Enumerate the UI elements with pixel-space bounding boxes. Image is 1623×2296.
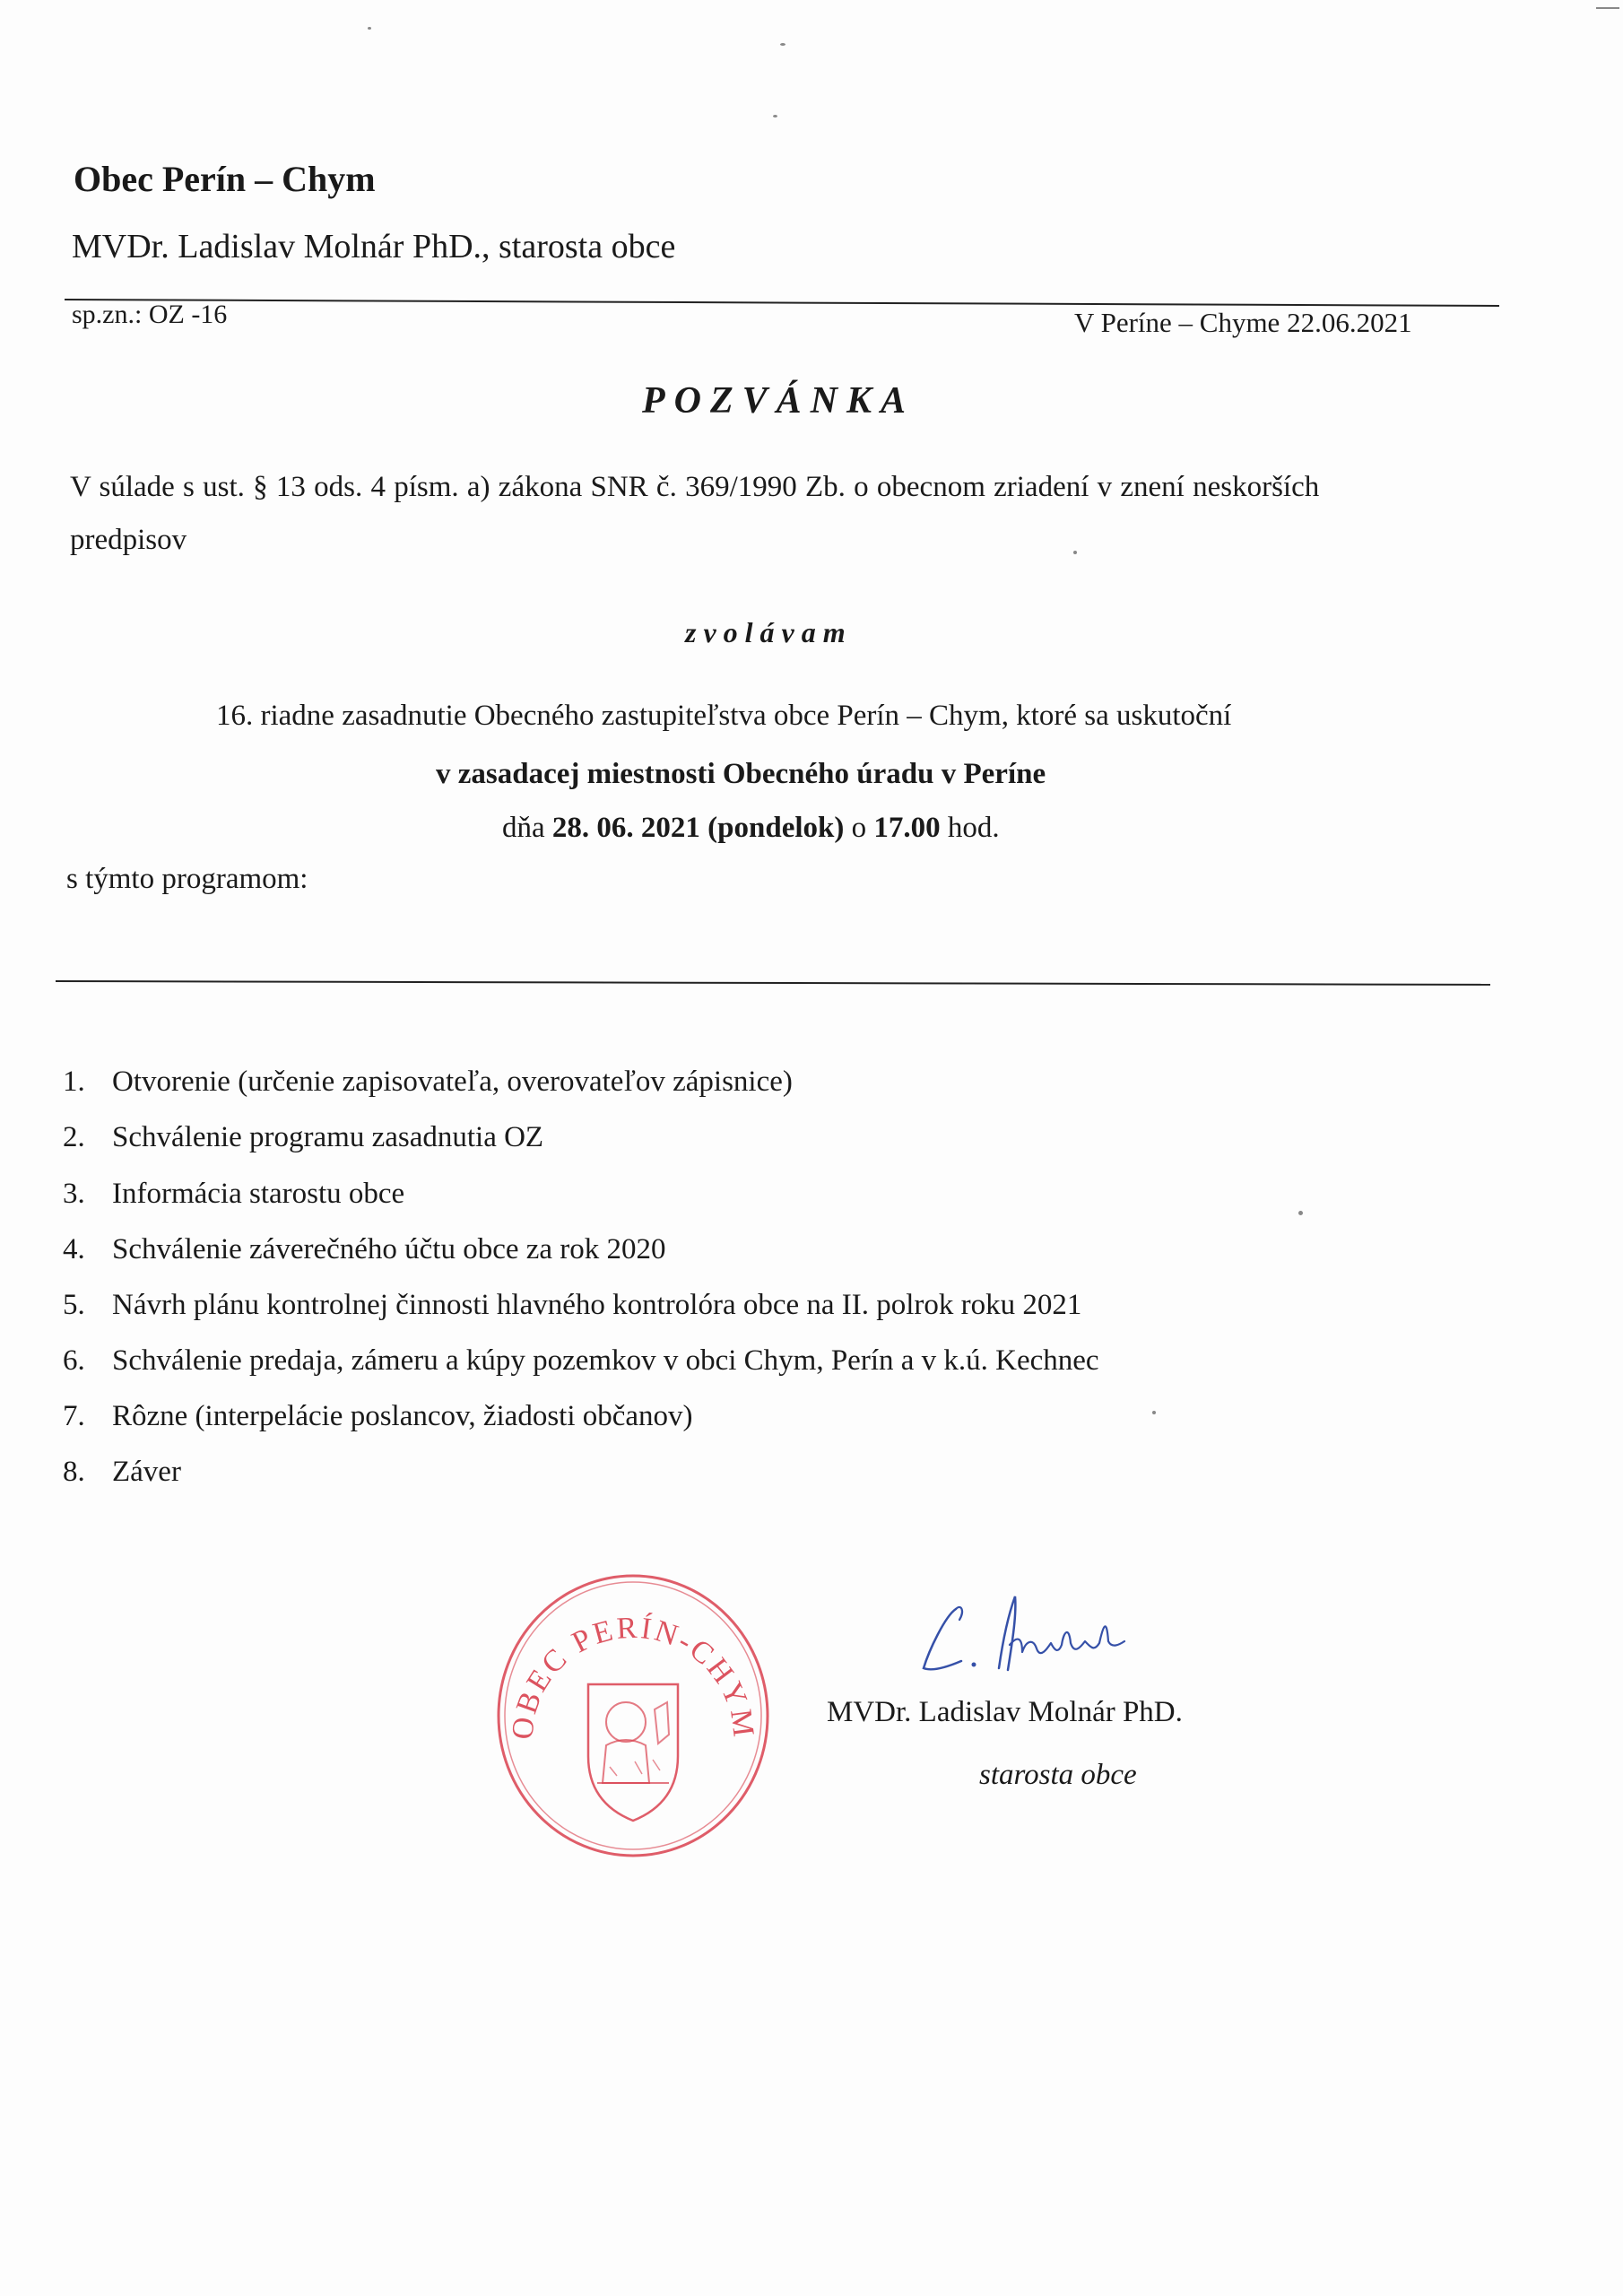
signer-name: MVDr. Ladislav Molnár PhD.	[827, 1696, 1183, 1728]
scan-speck	[773, 115, 777, 117]
organization-name: Obec Perín – Chym	[74, 159, 376, 199]
program-divider	[56, 980, 1490, 986]
agenda-text: Informácia starostu obce	[112, 1178, 405, 1210]
agenda-item	[63, 1233, 1099, 1289]
meeting-description: 16. riadne zasadnutie Obecného zastupiteľstva obce Perín – Chym, ktoré sa uskutoční	[216, 700, 1232, 732]
reference-number: sp.zn.: OZ -16	[72, 300, 228, 329]
agenda-number: 6.	[63, 1344, 85, 1377]
agenda-number: 1.	[63, 1065, 85, 1098]
time-suffix: hod.	[947, 812, 1000, 844]
agenda-text: Rôzne (interpelácie poslancov, žiadosti občanov)	[112, 1400, 693, 1432]
agenda-text: Otvorenie (určenie zapisovateľa, overovateľov zápisnice)	[112, 1065, 793, 1098]
scan-speck	[1596, 7, 1619, 9]
agenda-item	[63, 1344, 1099, 1400]
scan-speck	[780, 43, 785, 46]
mayor-line: MVDr. Ladislav Molnár PhD., starosta obce	[72, 228, 676, 265]
scan-speck	[1152, 1411, 1156, 1414]
agenda-text: Schválenie predaja, zámeru a kúpy pozemkov v obci Chym, Perín a v k.ú. Kechnec	[112, 1344, 1099, 1377]
agenda-item	[63, 1121, 1099, 1178]
agenda-item	[63, 1065, 1099, 1121]
agenda-text: Záver	[112, 1456, 181, 1488]
agenda-item	[63, 1400, 1099, 1456]
meeting-venue: v zasadacej miestnosti Obecného úradu v Períne	[436, 758, 1046, 790]
intro-line-2: predpisov	[70, 524, 187, 556]
scan-speck	[368, 27, 371, 30]
official-stamp-icon	[491, 1568, 775, 1864]
intro-line-1: V súlade s ust. § 13 ods. 4 písm. a) zákona SNR č. 369/1990 Zb. o obecnom zriadení v znení neskorších	[70, 471, 1320, 503]
meeting-datetime	[502, 812, 1000, 845]
meeting-time: 17.00	[873, 812, 941, 844]
agenda-list	[63, 1065, 1099, 1511]
program-intro: s týmto programom:	[66, 863, 308, 895]
scan-speck	[1298, 1211, 1303, 1215]
handwritten-signature-icon	[906, 1589, 1157, 1688]
header-divider	[65, 299, 1499, 307]
svg-text:OBEC PERÍN-CHYM: OBEC PERÍN-CHYM	[506, 1611, 760, 1742]
agenda-item	[63, 1289, 1099, 1344]
document-title: POZVÁNKA	[642, 380, 916, 422]
place-date: V Períne – Chyme 22.06.2021	[1074, 307, 1412, 338]
agenda-number: 7.	[63, 1400, 85, 1432]
agenda-text: Schválenie programu zasadnutia OZ	[112, 1121, 544, 1153]
agenda-number: 5.	[63, 1289, 85, 1321]
agenda-number: 4.	[63, 1233, 85, 1265]
agenda-number: 8.	[63, 1456, 85, 1488]
agenda-item	[63, 1456, 1099, 1511]
signer-role: starosta obce	[979, 1759, 1137, 1791]
convene-heading: zvolávam	[685, 616, 853, 648]
date-prefix: dňa	[502, 812, 545, 844]
meeting-date: 28. 06. 2021 (pondelok)	[551, 812, 845, 844]
agenda-item	[63, 1178, 1099, 1233]
agenda-number: 3.	[63, 1178, 85, 1210]
scan-speck	[1073, 551, 1077, 554]
agenda-number: 2.	[63, 1121, 85, 1153]
time-prefix: o	[851, 812, 867, 844]
agenda-text: Návrh plánu kontrolnej činnosti hlavného kontrolóra obce na II. polrok roku 2021	[112, 1289, 1082, 1321]
agenda-text: Schválenie záverečného účtu obce za rok 2020	[112, 1233, 666, 1265]
